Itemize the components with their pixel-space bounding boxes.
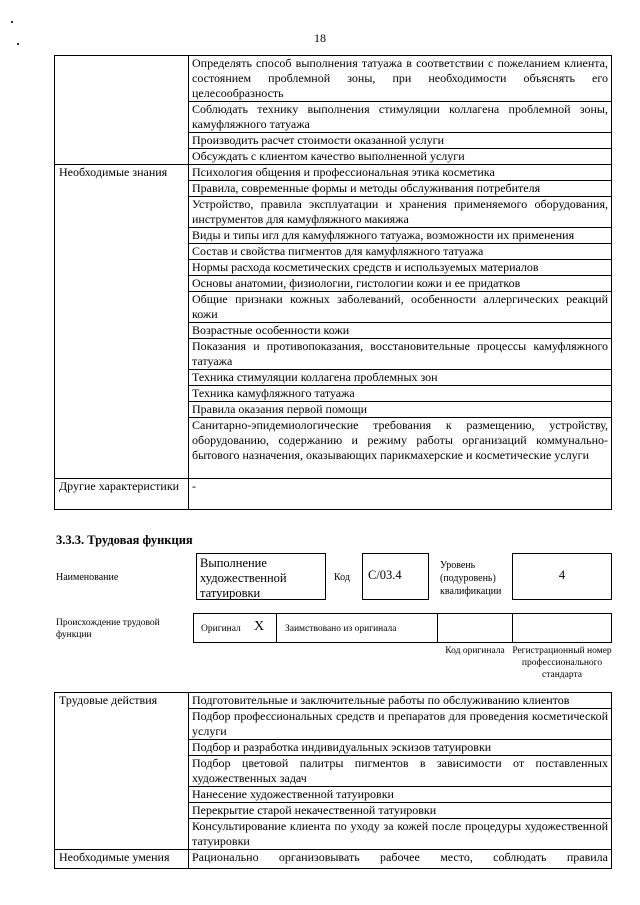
table-cell: Подбор цветовой палитры пигментов в зависимости от поставленных художественных задач [189,756,612,787]
borrowed-box [276,613,438,643]
section-title: 3.3.3. Трудовая функция [56,533,193,547]
function-code: С/03.4 [368,568,402,582]
table-cell: Возрастные особенности кожи [189,323,612,339]
row-label [55,56,189,165]
table-cell: Основы анатомии, физиологии, гистологии кожи и ее придатков [189,276,612,292]
labor-actions-table [54,692,612,869]
table-row [55,479,612,510]
table-cell: Определять способ выполнения татуажа в соответствии с пожеланием клиента, состоянием проблемной зоны, при необходимости объяснять его целесообразность [189,56,612,102]
function-name: Выполнение художественной татуировки [200,556,287,600]
level-box [512,553,612,600]
table-cell: Подготовительные и заключительные работы по обслуживанию клиентов [189,693,612,709]
table-row [55,850,612,869]
reg-number-label: Регистрационный номер профессионального стандарта [512,646,612,680]
table-cell: - [189,479,612,510]
table-cell: Нормы расхода косметических средств и используемых материалов [189,260,612,276]
table-cell: Подбор и разработка индивидуальных эскизов татуировки [189,740,612,756]
row-label: Необходимые знания [55,165,189,479]
table-cell: Правила оказания первой помощи [189,402,612,418]
code-original-box [437,613,513,643]
original-label: Оригинал [201,624,241,634]
scan-speck [17,43,19,45]
table-cell: Правила, современные формы и методы обслуживания потребителя [189,181,612,197]
original-mark: X [254,619,265,634]
table-cell: Общие признаки кожных заболеваний, особенности аллергических реакций кожи [189,292,612,323]
borrowed-label: Заимствовано из оригинала [285,624,397,634]
table-cell: Техника камуфляжного татуажа [189,386,612,402]
table-cell: Производить расчет стоимости оказанной услуги [189,133,612,149]
requirements-table [54,55,612,510]
table-cell: Виды и типы игл для камуфляжного татуажа, возможности их применения [189,228,612,244]
table-cell: Консультирование клиента по уходу за кожей после процедуры художественной татуировки [189,819,612,850]
function-code-box [362,553,429,600]
original-box [193,613,277,643]
table-row [55,56,612,102]
table-cell: Перекрытие старой некачественной татуировки [189,803,612,819]
table-cell: Санитарно-эпидемиологические требования к размещению, устройству, оборудованию, содержанию и режиму работы организаций коммунально-бытового назначения, оказывающих парикмахерские и косметические услуги [189,418,612,479]
table-row [55,693,612,709]
table-cell: Состав и свойства пигментов для камуфляжного татуажа [189,244,612,260]
table-cell: Обсуждать с клиентом качество выполненной услуги [189,149,612,165]
table-cell: Устройство, правила эксплуатации и хранения применяемого оборудования, инструментов для камуфляжного макияжа [189,197,612,228]
code-original-label: Код оригинала [445,646,505,656]
scan-speck [11,21,13,23]
row-label: Другие характеристики [55,479,189,510]
table-cell: Нанесение художественной татуировки [189,787,612,803]
table-cell: Рационально организовывать рабочее место, соблюдать правила [189,850,612,869]
table-cell: Техника стимуляции коллагена проблемных зон [189,370,612,386]
table-row [55,165,612,181]
table-cell: Соблюдать технику выполнения стимуляции коллагена проблемной зоны, камуфляжного татуажа [189,102,612,133]
name-label: Наименование [56,572,119,583]
function-name-box [196,553,326,600]
row-label: Трудовые действия [55,693,189,850]
page-number: 18 [314,31,326,45]
level-value: 4 [558,568,566,582]
origin-label: Происхождение трудовой функции [56,618,160,640]
code-label: Код [334,572,350,583]
row-label: Необходимые умения [55,850,189,869]
level-label: Уровень (подуровень) квалификации [440,560,502,597]
table-cell: Показания и противопоказания, восстановительные процессы камуфляжного татуажа [189,339,612,370]
table-cell: Психология общения и профессиональная этика косметика [189,165,612,181]
reg-number-box [512,613,612,643]
table-cell: Подбор профессиональных средств и препаратов для проведения косметической услуги [189,709,612,740]
